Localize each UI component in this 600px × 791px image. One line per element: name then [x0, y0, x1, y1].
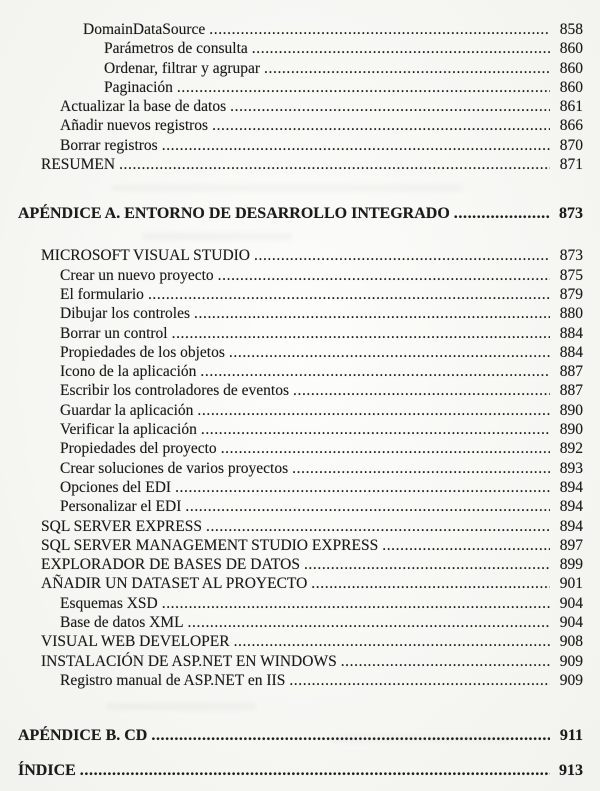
toc-entry-page: 904	[559, 594, 583, 612]
toc-entry	[18, 613, 583, 632]
dot-leader	[292, 459, 550, 478]
toc-entry-label: Base de datos XML	[60, 614, 184, 632]
toc-entry-page: 901	[559, 575, 583, 593]
toc-entry-label: Personalizar el EDI	[60, 498, 182, 516]
toc-entry-label: Esquemas XSD	[60, 594, 158, 612]
toc-entry	[18, 420, 583, 439]
toc-entry-label: INSTALACIÓN DE ASP.NET EN WINDOWS	[41, 652, 337, 670]
toc-entry	[18, 59, 583, 78]
toc-entry-page: 894	[559, 517, 583, 535]
toc-entry-page: 890	[559, 401, 583, 419]
toc-entry	[18, 324, 583, 343]
toc-entry-page: 873	[559, 247, 583, 265]
toc-entry	[18, 555, 583, 574]
toc-entry-page: 873	[559, 205, 583, 223]
toc-entry-label: Crear un nuevo proyecto	[60, 266, 214, 284]
toc-entry-label: Borrar un control	[60, 324, 168, 342]
dot-leader	[80, 761, 550, 781]
dot-leader	[197, 401, 550, 420]
toc-entry-label: Propiedades de los objetos	[60, 343, 225, 361]
toc-entry-page: 904	[559, 614, 583, 632]
toc-entry	[18, 632, 583, 651]
toc-entry-label: Borrar registros	[60, 136, 158, 154]
dot-leader	[162, 594, 550, 613]
dot-leader	[175, 478, 550, 497]
toc-entry-page: 887	[559, 382, 583, 400]
toc-entry	[18, 726, 583, 746]
toc-entry	[18, 574, 583, 593]
dot-leader	[254, 246, 550, 265]
dot-leader	[221, 439, 550, 458]
toc-entry	[18, 517, 583, 536]
toc-entry	[18, 136, 583, 155]
dot-leader	[234, 632, 550, 651]
toc-entry	[18, 594, 583, 613]
toc-entry-page: 913	[559, 762, 583, 780]
dot-leader	[209, 20, 550, 39]
dot-leader	[230, 97, 550, 116]
toc-entry-page: 894	[559, 498, 583, 516]
toc-entry-label: Parámetros de consulta	[104, 40, 248, 58]
toc-entry	[18, 478, 583, 497]
toc-entry-page: 861	[559, 98, 583, 116]
toc-entry	[18, 652, 583, 671]
toc-entry-label: Ordenar, filtrar y agrupar	[104, 59, 261, 77]
dot-leader	[289, 671, 550, 690]
toc-entry-page: 860	[559, 40, 583, 58]
toc-entry-label: Crear soluciones de varios proyectos	[60, 459, 289, 477]
dot-leader	[162, 136, 550, 155]
toc-entry-page: 880	[559, 305, 583, 323]
dot-leader	[212, 116, 550, 135]
toc-entry-label: Dibujar los controles	[60, 305, 191, 323]
toc-entry-label: Propiedades del proyecto	[60, 440, 217, 458]
toc-entry-label: ÍNDICE	[18, 762, 76, 780]
toc-entry-page: 875	[559, 266, 583, 284]
toc-entry-label: Actualizar la base de datos	[60, 98, 227, 116]
toc-entry-label: Añadir nuevos registros	[60, 117, 209, 135]
dot-leader	[293, 381, 550, 400]
dot-leader	[201, 420, 550, 439]
toc-entry-page: 894	[559, 478, 583, 496]
toc-entry-page: 870	[559, 136, 583, 154]
dot-leader	[200, 362, 550, 381]
toc-entry-page: 860	[559, 59, 583, 77]
toc-entry-label: APÉNDICE A. ENTORNO DE DESARROLLO INTEGRADO	[18, 205, 450, 223]
toc-entry	[18, 362, 583, 381]
toc-entry	[18, 459, 583, 478]
dot-leader	[148, 285, 550, 304]
toc-entry-page: 893	[559, 459, 583, 477]
dot-leader	[218, 266, 550, 285]
dot-leader	[454, 204, 550, 224]
toc-entry-page: 884	[559, 343, 583, 361]
toc-entry	[18, 401, 583, 420]
dot-leader	[311, 574, 550, 593]
toc-entry-label: Icono de la aplicación	[60, 363, 197, 381]
toc-entry-page: 909	[559, 671, 583, 689]
toc-entry-label: AÑADIR UN DATASET AL PROYECTO	[41, 575, 308, 593]
toc-entry-page: 866	[559, 117, 583, 135]
toc-entry-page: 890	[559, 421, 583, 439]
toc-list	[18, 20, 583, 781]
dot-leader	[252, 39, 550, 58]
toc-entry	[18, 439, 583, 458]
toc-entry-label: DomainDataSource	[83, 21, 206, 38]
dot-leader	[177, 78, 550, 97]
toc-entry	[18, 761, 583, 781]
dot-leader	[185, 497, 550, 516]
dot-leader	[206, 517, 550, 536]
toc-entry-label: SQL SERVER MANAGEMENT STUDIO EXPRESS	[41, 536, 379, 554]
dot-leader	[151, 726, 550, 746]
toc-entry	[18, 78, 583, 97]
toc-entry-page: 909	[559, 652, 583, 670]
dot-leader	[194, 304, 550, 323]
toc-entry-page: 897	[559, 536, 583, 554]
toc-entry-label: EXPLORADOR DE BASES DE DATOS	[41, 556, 300, 574]
toc-entry	[18, 116, 583, 135]
toc-entry-page: 858	[559, 21, 583, 38]
toc-entry	[18, 381, 583, 400]
toc-entry-page: 871	[559, 156, 583, 174]
toc-entry	[18, 39, 583, 58]
toc-entry-label: RESUMEN	[41, 156, 116, 174]
toc-entry	[18, 304, 583, 323]
dot-leader	[229, 343, 550, 362]
toc-entry	[18, 536, 583, 555]
dot-leader	[382, 536, 550, 555]
toc-entry-page: 911	[559, 727, 583, 745]
toc-entry-page: 884	[559, 324, 583, 342]
toc-entry-page: 887	[559, 363, 583, 381]
toc-entry-label: MICROSOFT VISUAL STUDIO	[41, 247, 250, 265]
toc-entry-page: 899	[559, 556, 583, 574]
toc-entry	[18, 343, 583, 362]
dot-leader	[264, 59, 550, 78]
toc-entry	[18, 155, 583, 174]
toc-entry-label: El formulario	[60, 285, 144, 303]
toc-entry-page: 892	[559, 440, 583, 458]
toc-entry	[18, 204, 583, 224]
toc-entry	[18, 20, 583, 39]
toc-entry-label: VISUAL WEB DEVELOPER	[41, 633, 230, 651]
dot-leader	[119, 155, 550, 174]
toc-entry	[18, 497, 583, 516]
toc-entry	[18, 97, 583, 116]
toc-entry	[18, 285, 583, 304]
dot-leader	[172, 324, 550, 343]
toc-entry-label: APÉNDICE B. CD	[18, 727, 148, 745]
toc-entry-label: Escribir los controladores de eventos	[60, 382, 289, 400]
toc-entry-label: Verificar la aplicación	[60, 421, 197, 439]
toc-entry-label: SQL SERVER EXPRESS	[41, 517, 202, 535]
toc-entry-page: 908	[559, 633, 583, 651]
toc-entry	[18, 671, 583, 690]
toc-entry-page: 860	[559, 78, 583, 96]
dot-leader	[304, 555, 550, 574]
toc-entry-label: Paginación	[104, 78, 173, 96]
toc-entry	[18, 246, 583, 265]
dot-leader	[341, 652, 550, 671]
toc-entry	[18, 266, 583, 285]
toc-entry-label: Registro manual de ASP.NET en IIS	[60, 671, 286, 689]
toc-entry-label: Guardar la aplicación	[60, 401, 194, 419]
toc-entry-page: 879	[559, 285, 583, 303]
dot-leader	[188, 613, 550, 632]
toc-entry-label: Opciones del EDI	[60, 478, 172, 496]
